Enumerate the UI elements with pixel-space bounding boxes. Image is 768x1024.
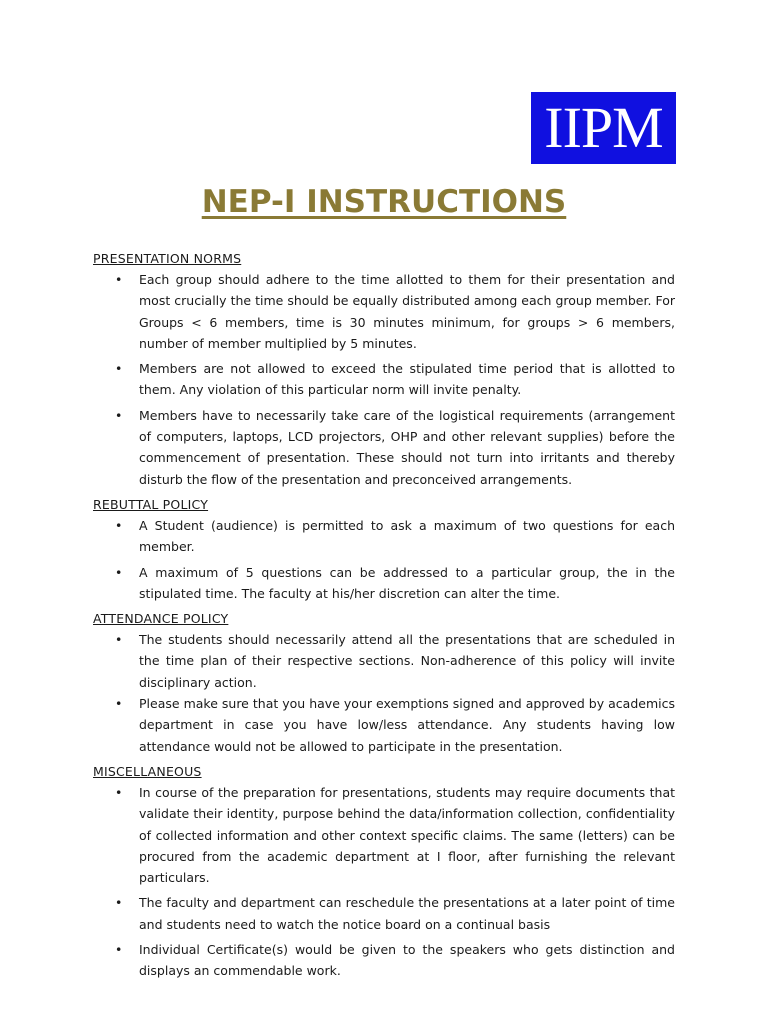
- list-item: [93, 405, 675, 490]
- bullet-icon: •: [115, 272, 123, 287]
- section-miscellaneous: [93, 761, 675, 982]
- list-item-text: Each group should adhere to the time allotted to them for their presentation and most crucially the time should be equally distributed among each group member. For Groups < 6 members, time is 30 minutes minimum, for groups > 6 members, number of member multiplied by 5 minutes.: [139, 272, 675, 351]
- list-item: [93, 782, 675, 888]
- bullet-list: [93, 269, 675, 490]
- page-title: NEP-I INSTRUCTIONS: [201, 184, 567, 220]
- list-item: [93, 269, 675, 354]
- list-item-text: Individual Certificate(s) would be given to the speakers who gets distinction and displays an commendable work.: [139, 942, 675, 979]
- section-heading: PRESENTATION NORMS: [93, 251, 242, 266]
- list-item-text: Please make sure that you have your exemptions signed and approved by academics department in case you have low/less attendance. Any students having low attendance would not be allowed to participate in the presentation.: [139, 696, 675, 754]
- bullet-icon: •: [115, 784, 123, 800]
- list-item-text: A Student (audience) is permitted to ask a maximum of two questions for each member.: [139, 517, 675, 555]
- bullet-icon: •: [115, 632, 123, 648]
- bullet-icon: •: [115, 895, 123, 911]
- list-item-text: Members have to necessarily take care of the logistical requirements (arrangement of computers, laptops, LCD projectors, OHP and other relevant supplies) before the commencement of presentation. These should not turn into irritants and thereby disturb the flow of the presentation and preconceived arrangements.: [139, 407, 675, 487]
- list-item: [93, 939, 675, 982]
- bullet-icon: •: [115, 517, 123, 533]
- list-item: [93, 693, 675, 757]
- list-item: [93, 358, 675, 401]
- bullet-list: [93, 629, 675, 757]
- bullet-icon: •: [115, 361, 123, 377]
- section-rebuttal-policy: [93, 494, 675, 604]
- iipm-logo: IIPM: [531, 92, 676, 164]
- section-heading: MISCELLANEOUS: [93, 763, 202, 779]
- list-item-text: The faculty and department can reschedule the presentations at a later point of time and students need to watch the notice board on a continual basis: [139, 895, 675, 932]
- bullet-icon: •: [115, 407, 123, 423]
- list-item: [93, 629, 675, 693]
- instructions-body: [93, 248, 675, 986]
- list-item-text: The students should necessarily attend all the presentations that are scheduled in the time plan of their respective sections. Non-adherence of this policy will invite disciplinary action.: [139, 632, 675, 690]
- list-item-text: Members are not allowed to exceed the stipulated time period that is allotted to them. Any violation of this particular norm will invite penalty.: [139, 361, 675, 398]
- list-item-text: A maximum of 5 questions can be addressed to a particular group, the in the stipulated time. The faculty at his/her discretion can alter the time.: [139, 564, 675, 601]
- bullet-icon: •: [115, 564, 123, 580]
- list-item: [93, 515, 675, 558]
- bullet-icon: •: [115, 942, 123, 958]
- list-item-text: In course of the preparation for presentations, students may require documents that validate their identity, purpose behind the data/information collection, confidentiality of collected information and other context specific claims. The same (letters) can be procured from the academic department at I floor, after furnishing the relevant particulars.: [139, 784, 675, 886]
- bullet-icon: •: [115, 696, 123, 712]
- bullet-list: [93, 782, 675, 982]
- section-presentation-norms: [93, 248, 675, 490]
- section-heading: ATTENDANCE POLICY: [93, 611, 229, 627]
- section-heading: REBUTTAL POLICY: [93, 496, 209, 512]
- section-attendance-policy: [93, 608, 675, 757]
- bullet-list: [93, 515, 675, 604]
- list-item: [93, 562, 675, 605]
- list-item: [93, 892, 675, 935]
